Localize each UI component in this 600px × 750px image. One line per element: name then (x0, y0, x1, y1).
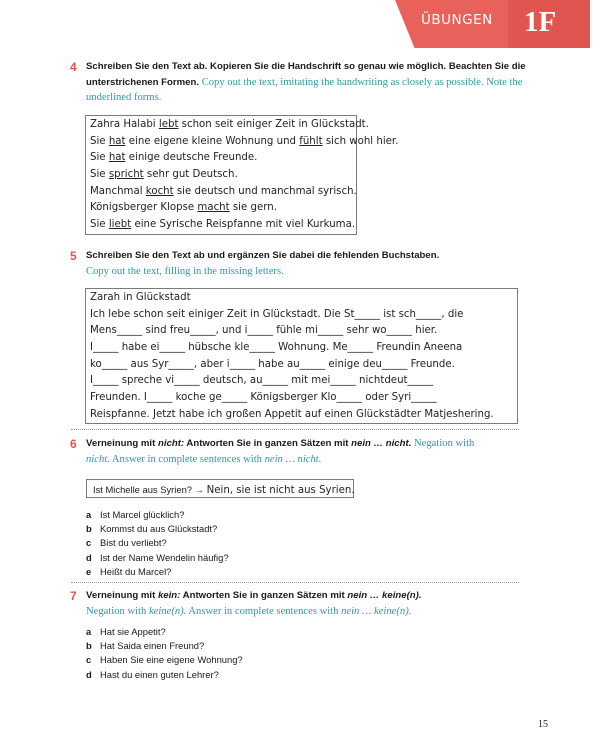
item-question: Ist Marcel glücklich? (100, 509, 185, 520)
text-segment: einige deutsche Freunde. (125, 152, 258, 164)
ex7-de-d: nein … keine(n). (347, 590, 422, 601)
ex7-de-a: Verneinung mit (86, 590, 158, 601)
cloze-line: Freunden. I_____ koche ge_____ Königsberger Klo_____ oder Syri_____ (90, 392, 437, 404)
exercise-6-instruction (86, 436, 526, 467)
item-letter: b (86, 523, 92, 535)
exercise-4-handwriting-box (85, 115, 399, 235)
text-segment: sehr gut Deutsch. (143, 169, 238, 181)
cloze-line: Reispfanne. Jetzt habe ich großen Appetit auf einen Glückstädter Matjeshering. (90, 408, 494, 420)
handwriting-line (86, 117, 369, 134)
ex7-de-c: Antworten Sie in ganzen Sätzen mit (180, 590, 348, 601)
underlined-form: liebt (108, 219, 132, 231)
item-question: Kommst du aus Glückstadt? (100, 523, 218, 535)
list-item (86, 522, 229, 536)
underlined-form: kocht (145, 185, 174, 197)
text-segment: sie deutsch und manchmal syrisch. (173, 185, 357, 197)
text-segment: Sie (90, 135, 109, 147)
exercise-5-instruction-en: Copy out the text, filling in the missing letters. (86, 265, 284, 277)
ex7-en-b: keine(n). (148, 605, 187, 617)
underlined-form: lebt (158, 119, 179, 130)
ex6-en-b: nicht. (86, 453, 110, 465)
item-question: Hat sie Appetit? (100, 626, 166, 637)
item-question: Bist du verliebt? (100, 537, 167, 549)
item-letter: a (86, 626, 92, 637)
exercise-5-instruction-de: Schreiben Sie den Text ab und ergänzen Sie dabei die fehlenden Buchstaben. (86, 250, 440, 261)
handwriting-line (86, 167, 356, 184)
ex6-de-c: Antworten Sie in ganzen Sätzen mit (184, 438, 352, 449)
item-letter: d (86, 551, 92, 563)
ex7-en-c: Answer in complete sentences with (186, 605, 342, 617)
exercise-5-number: 5 (70, 249, 77, 263)
divider (71, 582, 519, 583)
handwriting-line (86, 150, 356, 167)
exercise-6-items (86, 508, 229, 579)
list-item (86, 508, 229, 522)
text-segment: Königsberger Klopse (90, 202, 198, 214)
underlined-form: macht (197, 202, 230, 214)
list-item (86, 639, 243, 653)
list-item (86, 551, 229, 565)
item-question: Hast du einen guten Lehrer? (100, 668, 219, 680)
item-letter: c (86, 537, 92, 549)
cloze-line: ko_____ aus Syr_____, aber i_____ habe au_____ einige deu_____ Freunde. (90, 358, 455, 370)
exercise-5-instruction (86, 248, 526, 279)
item-question: Heißt du Marcel? (100, 565, 172, 577)
underlined-form: hat (108, 152, 126, 164)
exercise-4-instruction-en: Copy out the text, imitating the handwriting as closely as possible. Note the underlined forms. (86, 76, 523, 103)
text-segment: eine Syrische Reispfanne mit viel Kurkuma. (131, 219, 356, 231)
list-item (86, 668, 243, 682)
cloze-title: Zarah in Glückstadt (90, 292, 191, 303)
ex7-en-d: nein … keine(n). (341, 605, 412, 617)
text-segment: schon seit einiger Zeit in Glückstadt. (178, 119, 369, 130)
text-segment: Sie (90, 169, 109, 181)
ex6-de-d: nein … nicht. (351, 438, 412, 449)
underlined-form: hat (108, 135, 126, 147)
example-answer: Nein, sie ist nicht aus Syrien. (206, 485, 355, 496)
list-item (86, 625, 243, 639)
item-letter: b (86, 640, 92, 652)
exercise-5-cloze-box (85, 288, 518, 424)
ex6-en-c: Answer in complete sentences with (109, 453, 265, 465)
exercise-6-number: 6 (70, 437, 77, 451)
text-segment: sie gern. (229, 202, 277, 214)
exercise-7-instruction (86, 588, 526, 619)
cloze-line: Ich lebe schon seit einiger Zeit in Glückstadt. Die St_____ ist sch_____, die (90, 308, 464, 320)
cloze-line: Mens_____ sind freu_____, und i_____ fühle mi_____ sehr wo_____ hier. (90, 325, 438, 337)
exercise-4-number: 4 (70, 60, 77, 74)
item-letter: c (86, 654, 92, 666)
cloze-line: I_____ spreche vi_____ deutsch, au_____ mit mei_____ nichtdeut_____ (90, 375, 433, 387)
text-segment: Sie (90, 152, 109, 164)
handwriting-line (86, 200, 356, 217)
exercise-4-instruction-de: Schreiben Sie den Text ab. Kopieren Sie die Handschrift so genau wie möglich. Beachten Sie die unterstrichenen Formen. (86, 61, 526, 88)
underlined-form: fühlt (299, 135, 323, 147)
item-question: Haben Sie eine eigene Wohnung? (100, 654, 243, 666)
ex6-en-a: Negation with (414, 438, 475, 449)
handwriting-line (86, 184, 356, 201)
text-segment: Manchmal (90, 185, 146, 197)
underlined-form: spricht (108, 169, 144, 181)
handwriting-line (86, 134, 399, 151)
ex7-de-b: kein: (157, 590, 181, 601)
example-box (86, 479, 354, 498)
text-segment: Sie (90, 219, 109, 231)
item-question: Ist der Name Wendelin häufig? (100, 551, 229, 563)
ex7-en-a: Negation with (86, 605, 149, 617)
ex6-en-d: nein … nicht. (264, 453, 322, 465)
list-item (86, 565, 229, 579)
item-letter: a (86, 509, 92, 520)
exercise-4-instruction (86, 59, 526, 106)
list-item (86, 536, 229, 550)
item-letter: d (86, 668, 92, 680)
exercise-7-number: 7 (70, 589, 77, 603)
text-segment: Zahra Halabi (90, 119, 159, 130)
item-question: Hat Saida einen Freund? (100, 640, 205, 652)
list-item (86, 653, 243, 667)
cloze-line: I_____ habe ei_____ hübsche kle_____ Wohnung. Me_____ Freundin Aneena (90, 342, 463, 354)
text-segment: eine eigene kleine Wohnung und (125, 135, 300, 147)
divider (71, 429, 519, 430)
section-code: 1F (524, 6, 557, 38)
example-question: Ist Michelle aus Syrien? → (93, 484, 207, 495)
item-letter: e (86, 565, 92, 577)
handwriting-line (86, 217, 356, 234)
exercise-7-items (86, 625, 243, 682)
section-title: ÜBUNGEN (421, 12, 493, 28)
ex6-de-b: nicht: (157, 438, 185, 449)
text-segment: sich wohl hier. (322, 135, 399, 147)
page-number: 15 (538, 719, 548, 730)
ex6-de-a: Verneinung mit (86, 438, 158, 449)
